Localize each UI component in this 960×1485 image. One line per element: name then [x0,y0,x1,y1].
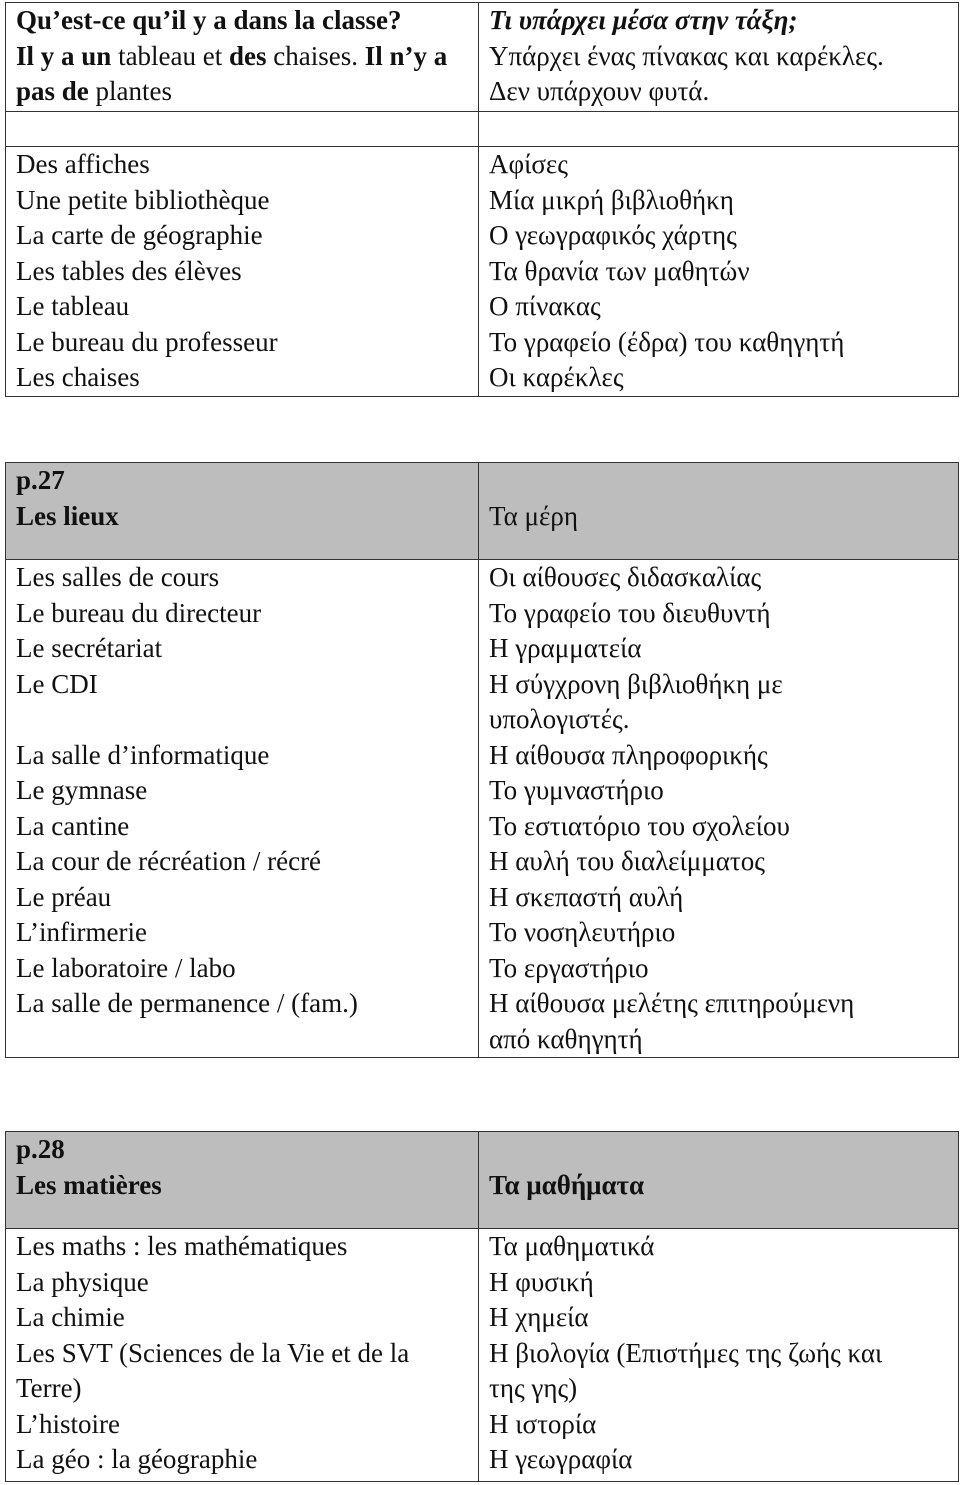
list-item: Η αίθουσα μελέτης επιτηρούμενη [489,988,855,1018]
answer-gr-1: Υπάρχει ένας πίνακας και καρέκλες. [489,40,884,71]
list-item: Le bureau du professeur [16,326,278,357]
list-item: Τα μαθηματικά [489,1231,655,1261]
list-item: Une petite bibliothèque [16,184,270,215]
vocabulary-table-places [5,462,959,1058]
list-item: Terre) [16,1373,82,1403]
list-item: Μία μικρή βιβλιοθήκη [489,184,734,215]
list-item: Les salles de cours [16,562,220,592]
list-item: Η αίθουσα πληροφορικής [489,739,768,770]
list-item: La carte de géographie [16,220,263,250]
question-cell-fr [6,3,479,112]
list-item: Les tables des élèves [16,255,242,286]
list-item: Η φυσική [489,1266,594,1297]
list-item: Το γυμναστήριο [489,775,664,805]
items-gr [479,560,959,1058]
section-title-fr: Les matières [16,1169,162,1200]
header-cell-fr [6,1132,479,1229]
spacer-cell [6,112,479,147]
question-cell-gr [479,3,959,112]
list-item: Οι καρέκλες [489,362,624,392]
section-title-gr: Τα μαθήματα [489,1169,645,1200]
list-item: La cour de récréation / récré [16,846,322,876]
items-row [6,560,959,1058]
page-number: p.27 [16,465,65,495]
list-item: Η γεωγραφία [489,1444,633,1474]
list-item: Le gymnase [16,775,148,805]
list-item: La géo : la géographie [16,1444,258,1474]
items-gr [479,147,959,397]
list-item: Το νοσηλευτήριο [489,917,676,947]
list-item: από καθηγητή [489,1023,643,1054]
items-row [6,1229,959,1482]
list-item: La chimie [16,1302,125,1332]
list-item: L’histoire [16,1408,120,1439]
items-row [6,147,959,397]
section-title-fr: Les lieux [16,500,119,531]
header-row [6,463,959,560]
list-item: Το γραφείο (έδρα) του καθηγητή [489,326,845,357]
list-item: Αφίσες [489,149,568,179]
section-title-gr: Τα μέρη [489,500,578,531]
list-item: της γης) [489,1373,578,1403]
items-fr [6,147,479,397]
list-item: Le bureau du directeur [16,597,262,628]
list-item: Les maths : les mathématiques [16,1231,348,1261]
answer-gr-2: Δεν υπάρχουν φυτά. [489,76,710,106]
list-item: Le préau [16,881,112,912]
list-item: La physique [16,1266,149,1297]
vocabulary-table-subjects [5,1131,959,1482]
list-item: Το εστιατόριο του σχολείου [489,810,790,841]
spacer-cell [479,112,959,147]
header-cell-fr [6,463,479,560]
header-row [6,1132,959,1229]
list-item: Le laboratoire / labo [16,952,236,983]
vocabulary-table-classroom [5,2,959,397]
answer-fr: Il y a un tableau et des chaises. Il n’y a pas de plantes [16,40,448,106]
list-item: Το γραφείο του διευθυντή [489,597,771,628]
header-cell-gr [479,463,959,560]
list-item: La salle d’informatique [16,739,270,770]
list-item: Le tableau [16,291,130,321]
question-gr: Τι υπάρχει μέσα στην τάξη; [489,5,798,35]
items-fr [6,560,479,1058]
list-item: Des affiches [16,149,150,179]
list-item: Οι αίθουσες διδασκαλίας [489,562,762,592]
items-fr [6,1229,479,1482]
list-item: La salle de permanence / (fam.) [16,988,358,1018]
list-item: La cantine [16,810,130,841]
list-item: Le secrétariat [16,633,163,663]
list-item: Η βιολογία (Επιστήμες της ζωής και [489,1337,883,1368]
list-item: Η αυλή του διαλείμματος [489,846,765,876]
list-item: Les chaises [16,362,140,392]
list-item: L’infirmerie [16,917,147,947]
list-item: Το εργαστήριο [489,952,649,983]
list-item: Ο γεωγραφικός χάρτης [489,220,737,250]
list-item: υπολογιστές. [489,704,630,734]
spacer-row [6,112,959,147]
page-number: p.28 [16,1134,65,1164]
list-item: Le CDI [16,668,98,699]
list-item: Η χημεία [489,1302,589,1332]
items-gr [479,1229,959,1482]
list-item: Η γραμματεία [489,633,642,663]
list-item: Les SVT (Sciences de la Vie et de la [16,1337,410,1368]
question-row [6,3,959,112]
list-item: Η ιστορία [489,1408,597,1439]
list-item: Τα θρανία των μαθητών [489,255,750,286]
list-item: Ο πίνακας [489,291,601,321]
list-item: Η σύγχρονη βιβλιοθήκη με [489,668,783,699]
header-cell-gr [479,1132,959,1229]
blank-line [16,702,478,738]
question-fr: Qu’est-ce qu’il y a dans la classe? [16,5,402,35]
list-item: Η σκεπαστή αυλή [489,881,684,912]
